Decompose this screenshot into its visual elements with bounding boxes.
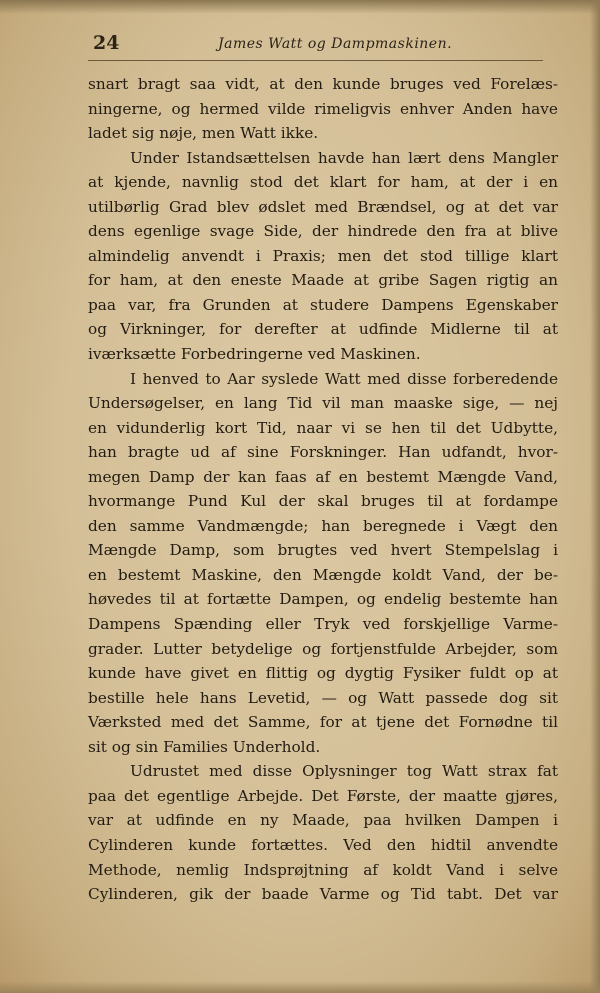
running-title: James Watt og Dampmaskinen. (218, 36, 453, 52)
text-line: sit og sin Families Underhold. (88, 737, 321, 756)
text-line: at kjende, navnlig stod det klart for ham, at der i en (88, 173, 558, 192)
text-line: I henved to Aar syslede Watt med disse forberedende (130, 369, 558, 388)
text-line: Dampens Spænding eller Tryk ved forskjellige Varme- (88, 615, 558, 634)
text-line: Mængde Damp, som brugtes ved hvert Stempelslag i (88, 541, 558, 560)
text-line: var at udfinde en ny Maade, paa hvilken Dampen i (88, 811, 558, 830)
text-line: en bestemt Maskine, den Mængde koldt Vand, der be- (88, 565, 558, 584)
text-line: kunde have givet en flittig og dygtig Fysiker fuldt op at (88, 664, 558, 683)
text-line: Værksted med det Samme, for at tjene det Fornødne til (88, 713, 558, 732)
page-header (93, 32, 533, 58)
text-line: Under Istandsættelsen havde han lært dens Mangler (130, 148, 558, 167)
text-line: ningerne, og hermed vilde rimeligvis enhver Anden have (88, 99, 558, 118)
text-line: snart bragt saa vidt, at den kunde bruges ved Forelæs- (88, 75, 558, 93)
text-line: almindelig anvendt i Praxis; men det stod tillige klart (88, 246, 558, 265)
text-line: for ham, at den eneste Maade at gribe Sagen rigtig an (88, 271, 558, 290)
text-line: og Virkninger, for derefter at udfinde Midlerne til at (88, 320, 558, 339)
text-line: hvormange Pund Kul der skal bruges til at fordampe (88, 492, 558, 511)
text-line: Undersøgelser, en lang Tid vil man maaske sige, — nej (88, 394, 558, 413)
text-line: utilbørlig Grad blev ødslet med Brændsel, og at det var (88, 197, 558, 216)
text-line: iværksætte Forbedringerne ved Maskinen. (88, 345, 421, 364)
page-edge-top (0, 0, 600, 14)
text-line: dens egenlige svage Side, der hindrede den fra at blive (88, 222, 558, 241)
text-line: Udrustet med disse Oplysninger tog Watt strax fat (130, 762, 558, 781)
body-text (88, 72, 558, 907)
text-line: ladet sig nøje, men Watt ikke. (88, 124, 319, 143)
text-line: den samme Vandmængde; han beregnede i Vægt den (88, 516, 558, 535)
text-line: paa var, fra Grunden at studere Dampens Egenskaber (88, 295, 558, 314)
page-number: 24 (93, 32, 120, 54)
text-line: Cylinderen kunde fortættes. Ved den hidtil anvendte (88, 835, 558, 854)
text-line: Methode, nemlig Indsprøjtning af koldt Vand i selve (88, 860, 558, 879)
text-line: grader. Lutter betydelige og fortjenstfulde Arbejder, som (88, 639, 558, 658)
page-edge-bottom (0, 981, 600, 993)
text-line: Cylinderen, gik der baade Varme og Tid tabt. Det var (88, 885, 558, 904)
text-line: megen Damp der kan faas af en bestemt Mængde Vand, (88, 467, 558, 486)
text-line: en vidunderlig kort Tid, naar vi se hen til det Udbytte, (88, 418, 558, 437)
header-rule (88, 60, 543, 61)
text-line: høvedes til at fortætte Dampen, og endelig bestemte han (88, 590, 558, 609)
text-line: bestille hele hans Levetid, — og Watt passede dog sit (88, 688, 558, 707)
text-line: paa det egentlige Arbejde. Det Første, der maatte gjøres, (88, 786, 558, 805)
text-line: han bragte ud af sine Forskninger. Han udfandt, hvor- (88, 443, 558, 462)
page-edge-right (590, 0, 600, 993)
